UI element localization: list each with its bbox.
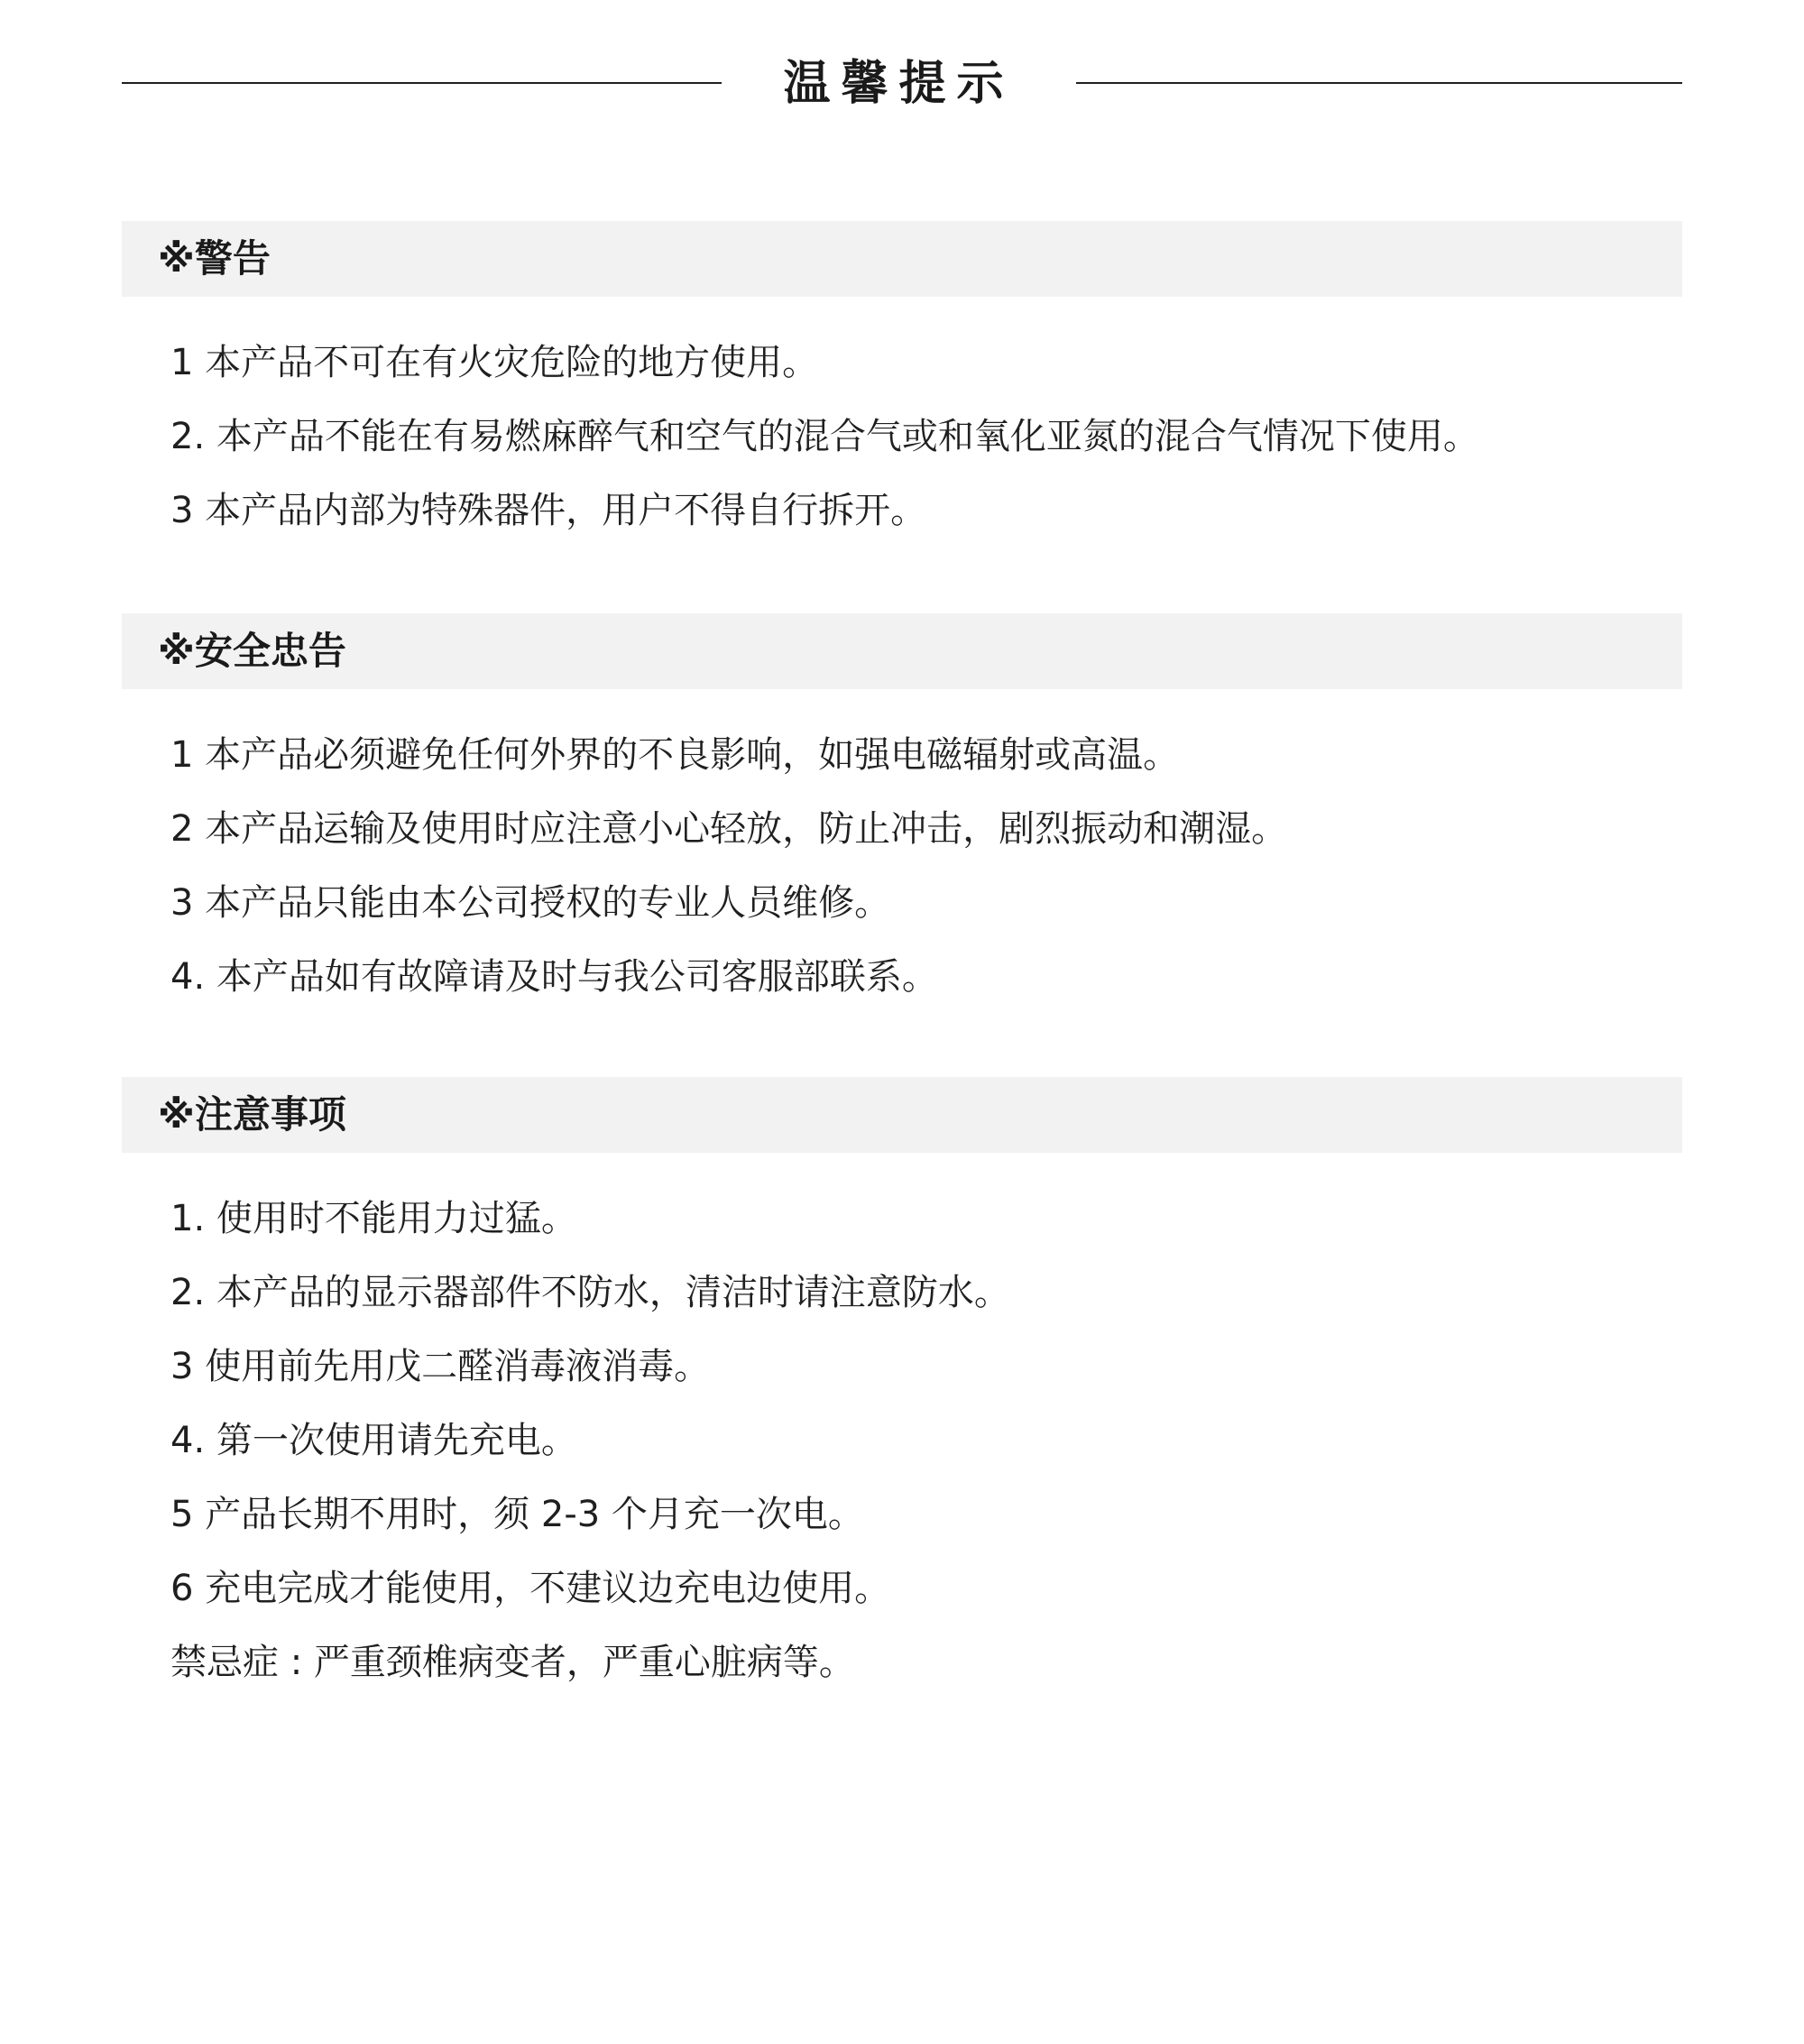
contraindication-note: 禁忌症 : 严重颈椎病变者，严重心脏病等。 (170, 1642, 855, 1683)
section-header-warning (122, 221, 1682, 297)
section-title-warning: ※警告 (158, 236, 271, 281)
list-item: 4. 本产品如有故障请及时与我公司客服部联系。 (170, 956, 938, 998)
list-item: 5 产品长期不用时，须 2-3 个月充一次电。 (170, 1494, 864, 1535)
section-header-safety-advice (122, 613, 1682, 689)
section-list-warning (170, 326, 1479, 548)
header-divider-left (122, 82, 722, 84)
list-item: 1. 使用时不能用力过猛。 (170, 1198, 577, 1239)
list-item: 3 使用前先用戊二醛消毒液消毒。 (170, 1346, 711, 1387)
list-item: 1 本产品不可在有火灾危险的地方使用。 (170, 342, 819, 383)
list-item: 6 充电完成才能使用，不建议边充电边使用。 (170, 1568, 891, 1609)
section-header-precautions (122, 1077, 1682, 1153)
list-item: 2 本产品运输及使用时应注意小心轻放，防止冲击，剧烈振动和潮湿。 (170, 808, 1288, 850)
page-header (122, 52, 1682, 115)
list-item: 4. 第一次使用请先充电。 (170, 1420, 577, 1461)
page-title: 温馨提示 (783, 57, 1015, 111)
section-title-precautions: ※注意事项 (158, 1092, 346, 1137)
list-item: 2. 本产品不能在有易燃麻醉气和空气的混合气或和氧化亚氮的混合气情况下使用。 (170, 416, 1479, 457)
list-item: 3 本产品只能由本公司授权的专业人员维修。 (170, 882, 891, 924)
section-list-safety-advice (170, 718, 1287, 1014)
list-item: 3 本产品内部为特殊器件，用户不得自行拆开。 (170, 490, 927, 531)
list-item: 1 本产品必须避免任何外界的不良影响，如强电磁辐射或高温。 (170, 734, 1180, 776)
section-list-precautions (170, 1182, 1010, 1699)
header-divider-right (1076, 82, 1682, 84)
section-title-safety-advice: ※安全忠告 (158, 629, 346, 673)
list-item: 2. 本产品的显示器部件不防水，清洁时请注意防水。 (170, 1272, 1010, 1313)
